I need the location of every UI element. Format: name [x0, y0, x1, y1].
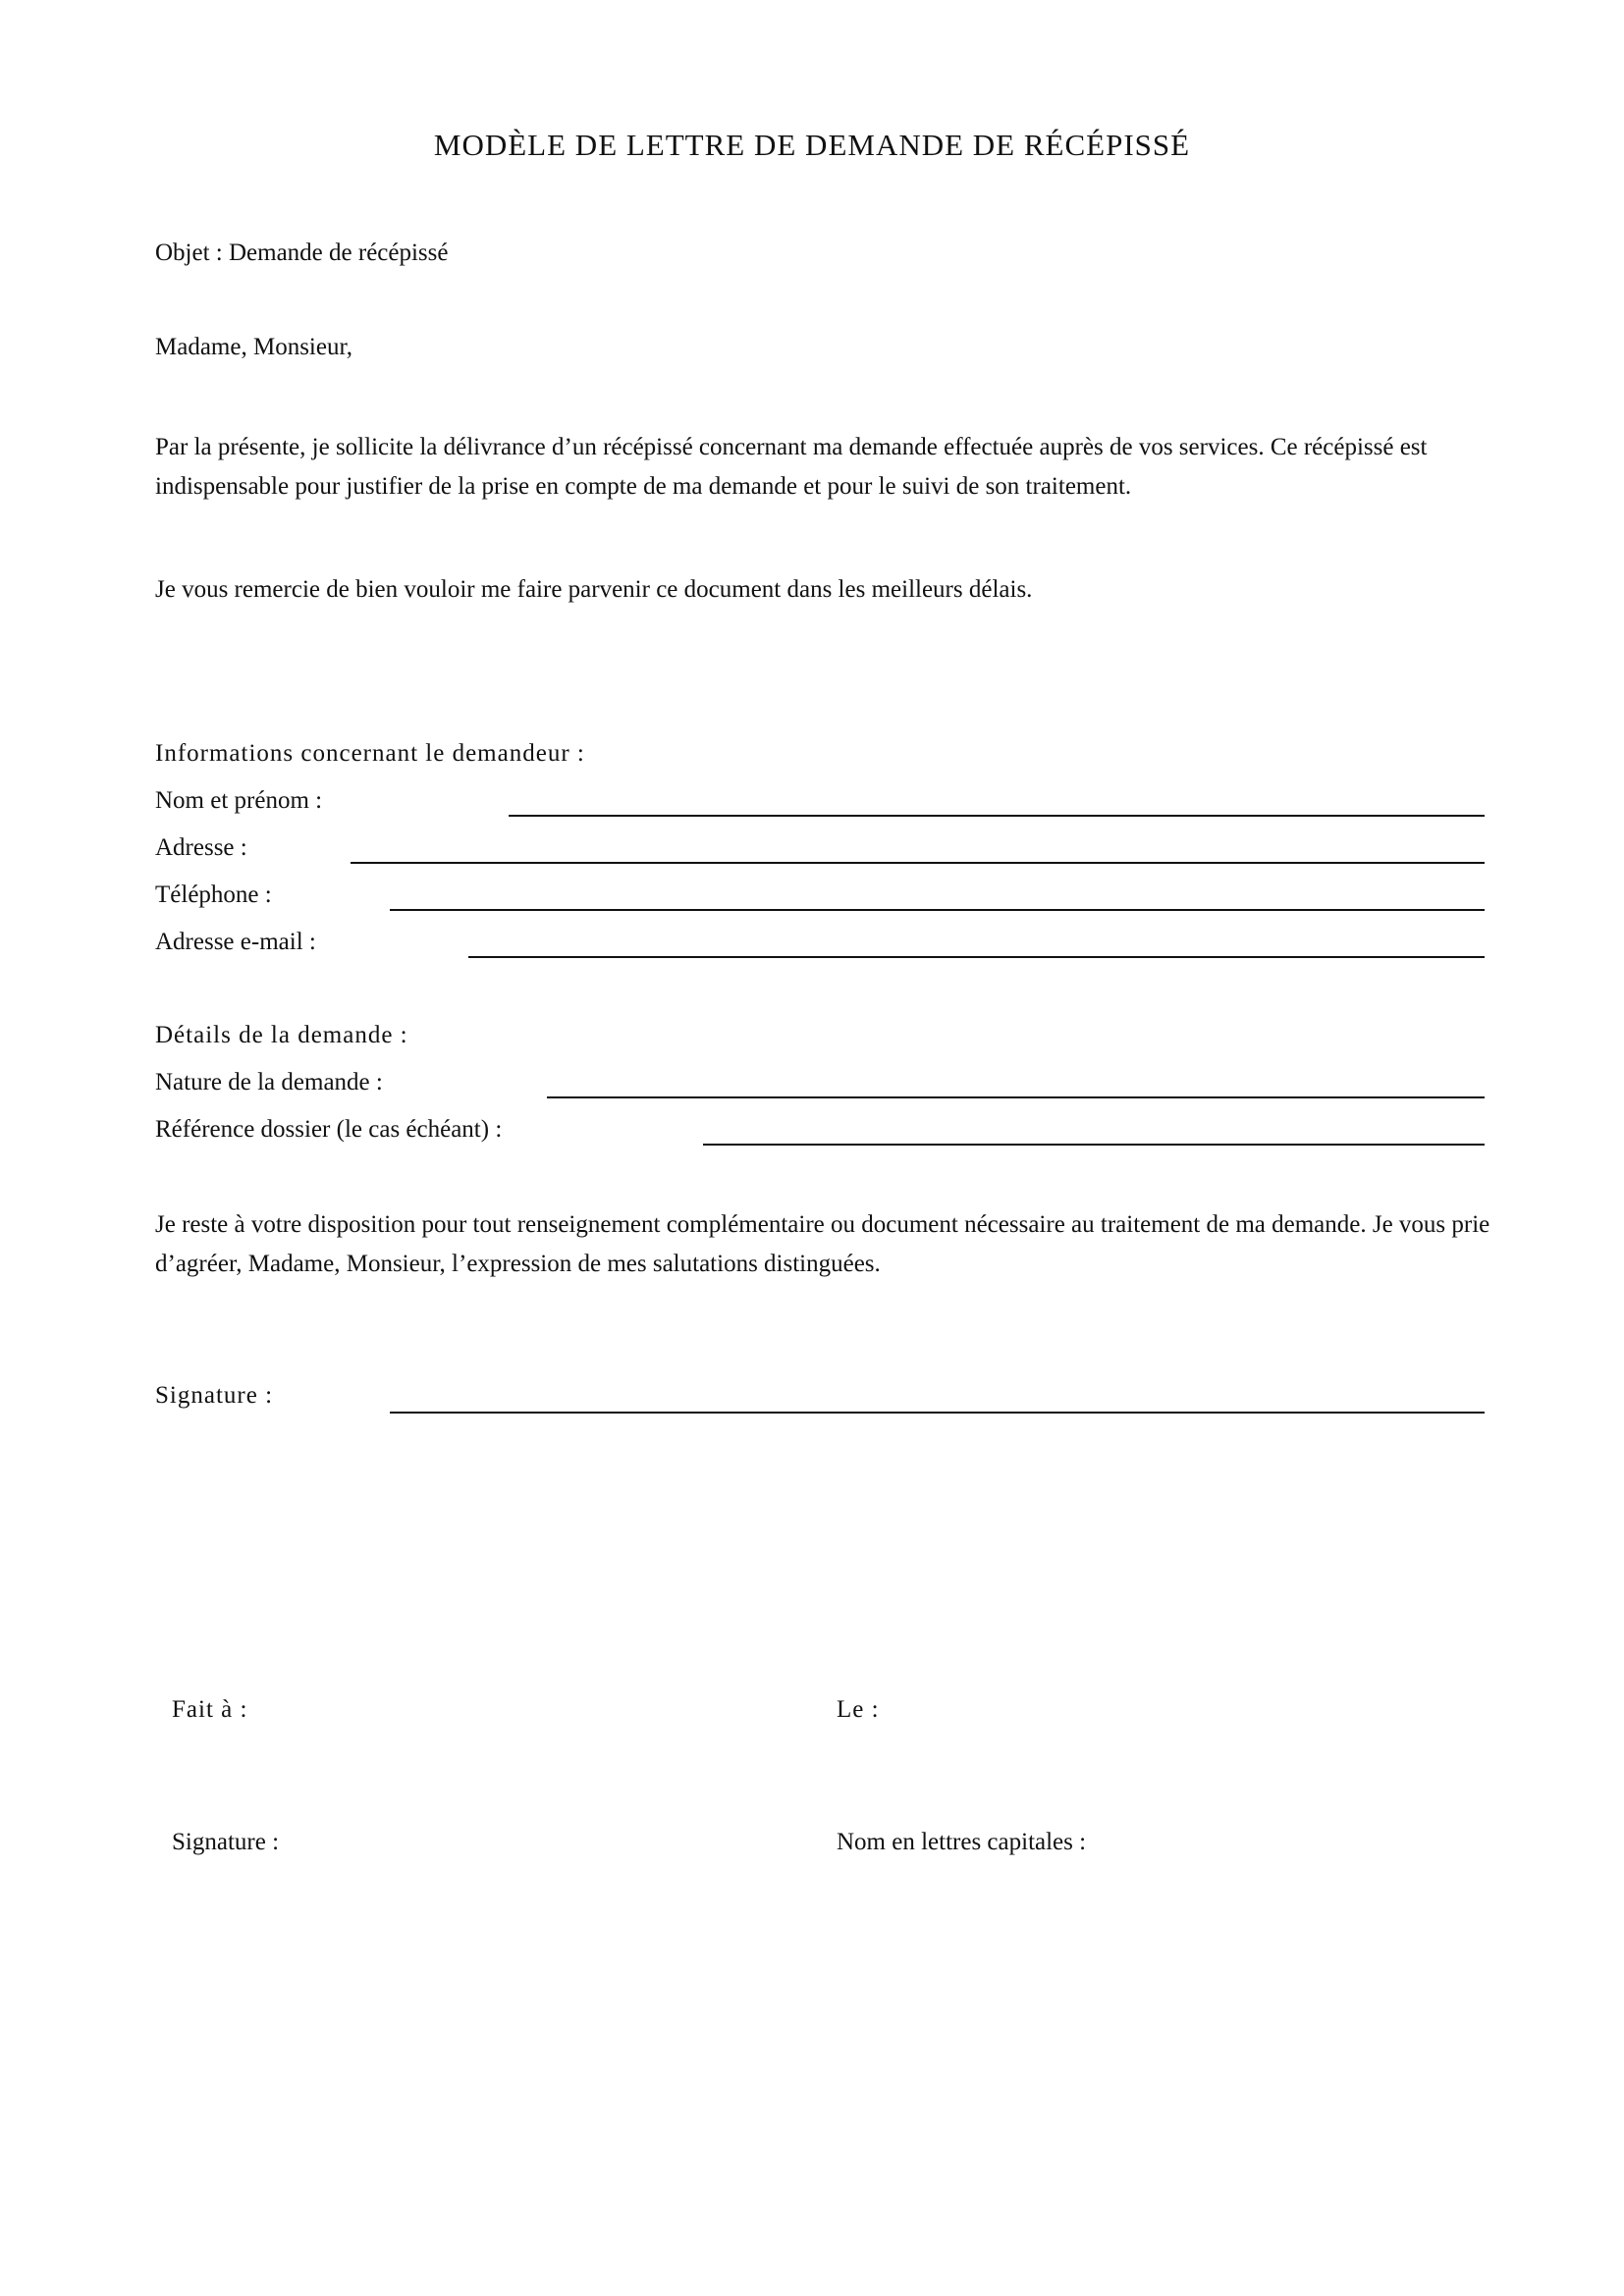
document-title: MODÈLE DE LETTRE DE DEMANDE DE RÉCÉPISSÉ: [433, 128, 1191, 162]
request-heading: Détails de la demande :: [155, 1022, 408, 1048]
place-label: Fait à :: [172, 1696, 248, 1723]
name-field[interactable]: [509, 815, 1485, 817]
phone-label: Téléphone :: [155, 881, 272, 908]
nature-label: Nature de la demande :: [155, 1069, 383, 1095]
date-label: Le :: [837, 1696, 880, 1723]
phone-field[interactable]: [390, 909, 1485, 911]
reference-field[interactable]: [703, 1144, 1485, 1146]
name-label: Nom et prénom :: [155, 787, 323, 814]
address-label: Adresse :: [155, 834, 247, 861]
applicant-heading: Informations concernant le demandeur :: [155, 740, 585, 767]
object-line: Objet : Demande de récépissé: [155, 240, 449, 266]
email-field[interactable]: [468, 956, 1485, 958]
paragraph-request: Par la présente, je sollicite la délivrance d’un récépissé concernant ma demande effectuée auprès de vos services. Ce récépissé est indispensable pour justifier de la prise en compte de ma demande et pour le suivi de son traitement.: [155, 434, 1428, 500]
reference-label: Référence dossier (le cas échéant) :: [155, 1116, 503, 1143]
email-label: Adresse e-mail :: [155, 929, 316, 955]
paragraph-closing: Je reste à votre disposition pour tout renseignement complémentaire ou document nécessaire au traitement de ma demande. Je vous prie d’agréer, Madame, Monsieur, l’expression de mes salutations distinguées.: [155, 1211, 1490, 1277]
signature-field[interactable]: [390, 1412, 1485, 1414]
footer-signature-label: Signature :: [172, 1829, 280, 1855]
paragraph-thanks: Je vous remercie de bien vouloir me faire parvenir ce document dans les meilleurs délais.: [155, 576, 1033, 603]
nature-field[interactable]: [547, 1096, 1485, 1098]
signature-label: Signature :: [155, 1382, 274, 1409]
address-field[interactable]: [351, 862, 1485, 864]
greeting: Madame, Monsieur,: [155, 334, 353, 360]
capital-name-label: Nom en lettres capitales :: [837, 1829, 1087, 1855]
